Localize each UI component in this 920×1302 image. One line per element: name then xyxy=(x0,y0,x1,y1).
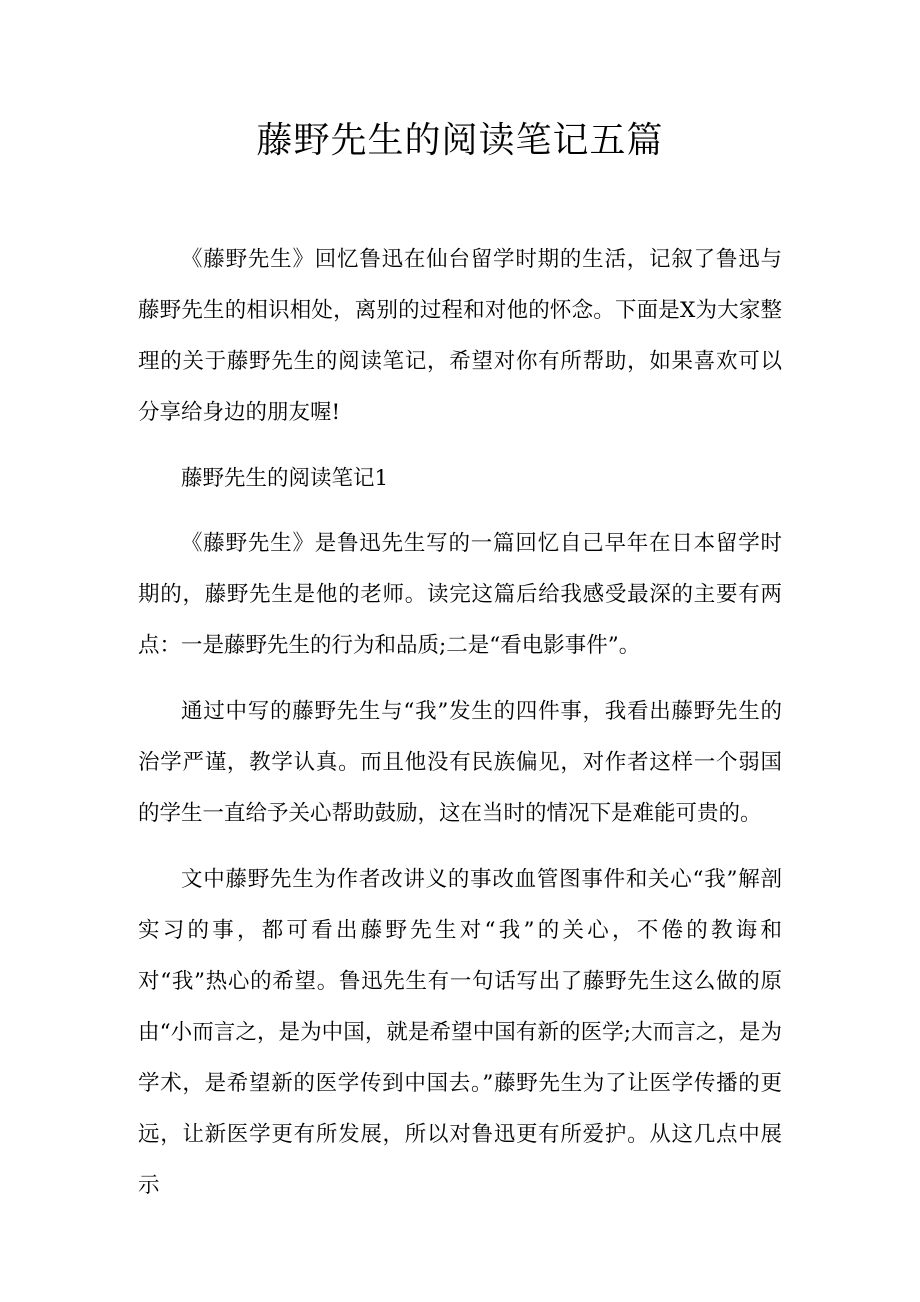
document-body xyxy=(138,234,782,1226)
document-title: 藤野先生的阅读笔记五篇 xyxy=(256,120,664,161)
section-heading-1: 藤野先生的阅读笔记1 xyxy=(181,466,389,491)
body-paragraph-2: 通过中写的藤野先生与“我”发生的四件事，我看出藤野先生的治学严谨，教学认真。而且他没有民族偏见，对作者这样一个弱国的学生一直给予关心帮助鼓励，这在当时的情况下是难能可贵的。 xyxy=(138,699,782,826)
intro-paragraph: 《藤野先生》回忆鲁迅在仙台留学时期的生活，记叙了鲁迅与藤野先生的相识相处，离别的过程和对他的怀念。下面是X为大家整理的关于藤野先生的阅读笔记，希望对你有所帮助，如果喜欢可以分享给身边的朋友喔! xyxy=(138,247,782,425)
body-paragraph-3: 文中藤野先生为作者改讲义的事改血管图事件和关心“我”解剖实习的事，都可看出藤野先生对“我”的关心，不倦的教诲和对“我”热心的希望。鲁迅先生有一句话写出了藤野先生这么做的原由“小而言之，是为中国，就是希望中国有新的医学;大而言之，是为学术，是希望新的医学传到中国去。”藤野先生为了让医学传播的更远，让新医学更有所发展，所以对鲁迅更有所爱护。从这几点中展示 xyxy=(138,867,782,1198)
body-paragraph-1: 《藤野先生》是鲁迅先生写的一篇回忆自己早年在日本留学时期的，藤野先生是他的老师。读完这篇后给我感受最深的主要有两点：一是藤野先生的行为和品质;二是“看电影事件”。 xyxy=(138,531,782,658)
